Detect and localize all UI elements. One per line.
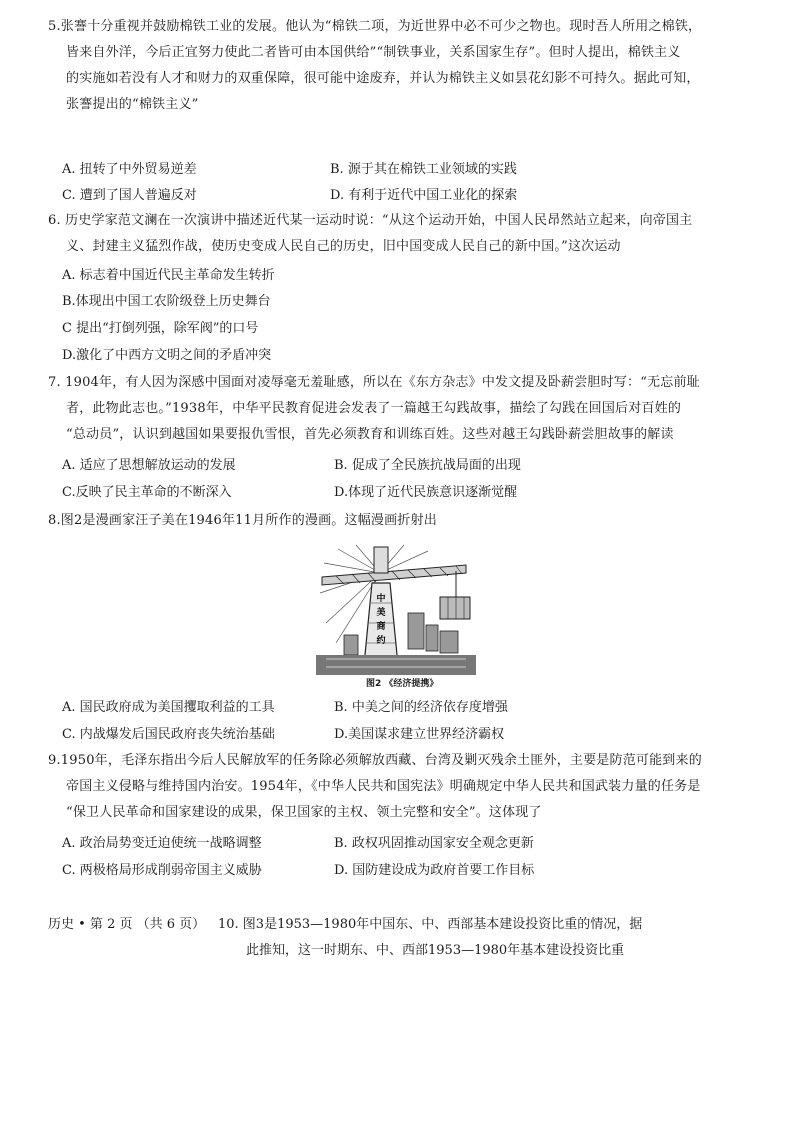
question-8-stem bbox=[48, 508, 750, 534]
question-9-stem bbox=[48, 748, 750, 826]
q8-option-c[interactable]: C. 内战爆发后国民政府丧失统治基础 bbox=[62, 727, 275, 742]
q5-line-3: 的实施如若没有人才和财力的双重保障，很可能中途废弃，并认为棉铁主义如昙花幻影不可持久。据此可知， bbox=[66, 71, 700, 86]
q9-option-a[interactable]: A. 政治局势变迁迫使统一战略调整 bbox=[62, 836, 262, 851]
crane-jib bbox=[322, 565, 466, 585]
q8-option-b[interactable]: B. 中美之间的经济依存度增强 bbox=[334, 700, 508, 715]
question-7-stem bbox=[48, 370, 750, 448]
tower-char-4: 约 bbox=[376, 636, 386, 646]
q9-line-1: 9.1950年，毛泽东指出今后人民解放军的任务除必须解放西藏、台湾及剿灭残余土匪外，主要是防范可能到来的 bbox=[48, 753, 702, 768]
crane-tower bbox=[364, 547, 398, 665]
q8-option-d[interactable]: D.美国谋求建立世界经济霸权 bbox=[334, 727, 505, 742]
q7-option-b[interactable]: B. 促成了全民族抗战局面的出现 bbox=[334, 458, 521, 473]
q5-line-2: 皆来自外洋，今后正宜努力使此二者皆可由本国供给”“制铁事业，关系国家生存”。但时人提出，棉铁主义 bbox=[66, 45, 681, 60]
crane-cage bbox=[440, 571, 470, 619]
tower-char-3: 商 bbox=[376, 622, 386, 632]
question-5-stem bbox=[48, 14, 750, 118]
q5-line-4: 张謇提出的“棉铁主义” bbox=[66, 97, 199, 112]
q7-option-c[interactable]: C.反映了民主革命的不断深入 bbox=[62, 485, 232, 500]
q7-line-3: “总动员”，认识到越国如果要报仇雪恨，首先必须教育和训练百姓。这些对越王勾践卧薪尝胆故事的解读 bbox=[66, 427, 674, 442]
q6-line-2: 义、封建主义猛烈作战，使历史变成人民自己的历史，旧中国变成人民自己的新中国。”这次运动 bbox=[66, 239, 621, 254]
q8-option-a[interactable]: A. 国民政府成为美国攫取利益的工具 bbox=[62, 700, 275, 715]
q6-option-d[interactable]: D.激化了中西方文明之间的矛盾冲突 bbox=[62, 348, 272, 363]
tower-char-1: 中 bbox=[376, 594, 386, 604]
q9-line-3: “保卫人民革命和国家建设的成果，保卫国家的主权、领土完整和安全”。这体现了 bbox=[66, 805, 542, 820]
q7-option-a[interactable]: A. 适应了思想解放运动的发展 bbox=[62, 458, 236, 473]
q7-option-d[interactable]: D.体现了近代民族意识逐渐觉醒 bbox=[334, 485, 518, 500]
question-6-stem bbox=[48, 208, 750, 260]
cartoon-figure-2 bbox=[316, 543, 476, 675]
q6-option-c[interactable]: C 提出“打倒列强，除军阀”的口号 bbox=[62, 321, 259, 336]
q5-option-a[interactable]: A. 扭转了中外贸易逆差 bbox=[62, 162, 197, 177]
q5-option-c[interactable]: C. 遭到了国人普遍反对 bbox=[62, 188, 197, 203]
cartoon-economic-cooperation bbox=[316, 543, 476, 675]
q10-line-1: 10. 图3是1953—1980年中国东、中、西部基本建设投资比重的情况，据 bbox=[218, 917, 643, 932]
figure-2-caption: 图2 《经济提携》 bbox=[366, 679, 439, 689]
page-footer: 历史 • 第 2 页 （共 6 页） bbox=[48, 917, 206, 932]
q6-option-b[interactable]: B.体现出中国工农阶级登上历史舞台 bbox=[62, 294, 271, 309]
ground-tracks bbox=[316, 655, 476, 675]
q5-line-1: 5.张謇十分重视并鼓励棉铁工业的发展。他认为“棉铁二项，为近世界中必不可少之物也。现时吾人所用之棉铁， bbox=[48, 19, 702, 34]
q7-line-2: 者，此物此志也。”1938年，中华平民教育促进会发表了一篇越王勾践故事，描绘了勾践在回国后对百姓的 bbox=[66, 401, 682, 416]
q8-line-1: 8.图2是漫画家汪子美在1946年11月所作的漫画。这幅漫画折射出 bbox=[48, 513, 437, 528]
q9-line-2: 帝国主义侵略与维持国内治安。1954年，《中华人民共和国宪法》明确规定中华人民共和国武装力量的任务是 bbox=[66, 779, 701, 794]
q7-line-1: 7. 1904年，有人因为深感中国面对凌辱毫无羞耻感，所以在《东方杂志》中发文提及卧薪尝胆时写：“无忘前耻 bbox=[48, 375, 700, 390]
q6-line-1: 6. 历史学家范文澜在一次演讲中描述近代某一运动时说：“从这个运动开始，中国人民昂然站立起来，向帝国主 bbox=[48, 213, 693, 228]
q9-option-c[interactable]: C. 两极格局形成削弱帝国主义威胁 bbox=[62, 863, 262, 878]
tower-char-2: 美 bbox=[376, 608, 386, 618]
q5-option-b[interactable]: B. 源于其在棉铁工业领域的实践 bbox=[330, 162, 517, 177]
q6-option-a[interactable]: A. 标志着中国近代民主革命发生转折 bbox=[62, 268, 275, 283]
q9-option-d[interactable]: D. 国防建设成为政府首要工作目标 bbox=[334, 863, 535, 878]
q5-option-d[interactable]: D. 有利于近代中国工业化的探索 bbox=[330, 188, 518, 203]
q9-option-b[interactable]: B. 政权巩固推动国家安全观念更新 bbox=[334, 836, 534, 851]
q10-line-2: 此推知，这一时期东、中、西部1953—1980年基本建设投资比重 bbox=[246, 943, 625, 958]
